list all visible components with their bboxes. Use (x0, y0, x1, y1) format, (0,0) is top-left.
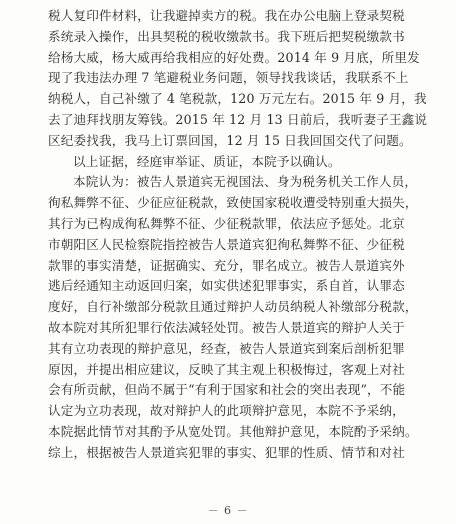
text-line: 系统录入操作，出具契税的税收缴款书。我下班后把契税缴款书 (48, 28, 405, 44)
document-body (48, 6, 426, 464)
text-line: 其行为已构成徇私舞弊不征、少征税款罪，依法应予惩处。北京 (48, 215, 405, 231)
text-line: 认定为立功表现，故对辩护人的此项辩护意见，本院不予采纳， (48, 403, 405, 419)
page-number: － 6 － (207, 504, 249, 517)
text-line: 税人复印件材料，让我避掉卖方的税。我在办公电脑上登录契税 (48, 8, 405, 23)
text-line: 去了迪拜找朋友筹钱。2015 年 12 月 13 日前后，我听妻子王鑫说 (48, 111, 428, 127)
text-line: 给杨大威，杨大威再给我相应的好处费。2014 年 9 月底，所里发 (48, 49, 420, 65)
text-line: 其有立功表现的辩护意见，经查，被告人景道宾到案后剖析犯罪 (48, 340, 405, 356)
text-line: 本院据此情节对其酌予从宽处罚。其他辩护意见，本院酌予采纳。 (48, 423, 418, 439)
text-line: 徇私舞弊不征、少征应征税款，致使国家税收遭受特别重大损失， (48, 195, 418, 211)
paragraph-start-line: 本院认为：被告人景道宾无视国法、身为税务机关工作人员， (73, 174, 418, 190)
text-line: 度好，自行补缴部分税款且通过辩护人动员纳税人补缴部分税款， (48, 299, 418, 315)
text-line: 综上，根据被告人景道宾犯罪的事实、犯罪的性质、情节和对社 (48, 444, 405, 460)
paragraph-start-line: 以上证据，经庭审举证、质证，本院予以确认。 (73, 153, 341, 169)
text-line: 现了我违法办理 7 笔避税业务问题，领导找我谈话，我联系不上 (48, 70, 409, 86)
text-line: 原因，并提出相应建议，反映了其主观上积极悔过，客观上对社 (48, 361, 405, 377)
text-line: 纳税人，自己补缴了 4 笔税款，120 万元左右。2015 年 9 月，我 (48, 91, 427, 107)
text-line: 款罪的事实清楚，证据确实、充分，罪名成立。被告人景道宾外 (48, 257, 405, 273)
text-line: 故本院对其所犯罪行依法减轻处罚。被告人景道宾的辩护人关于 (48, 319, 405, 335)
text-line: 逃后经通知主动返回归案，如实供述犯罪事实，系自首，认罪态 (48, 278, 405, 294)
text-line: 市朝阳区人民检察院指控被告人景道宾犯徇私舞弊不征、少征税 (48, 236, 405, 252)
text-line: 会有所贡献，但尚不属于“有利于国家和社会的突出表现”，不能 (48, 382, 406, 398)
text-line: 区纪委找我，我马上订票回国，12 月 15 日我回国交代了问题。 (48, 132, 412, 148)
